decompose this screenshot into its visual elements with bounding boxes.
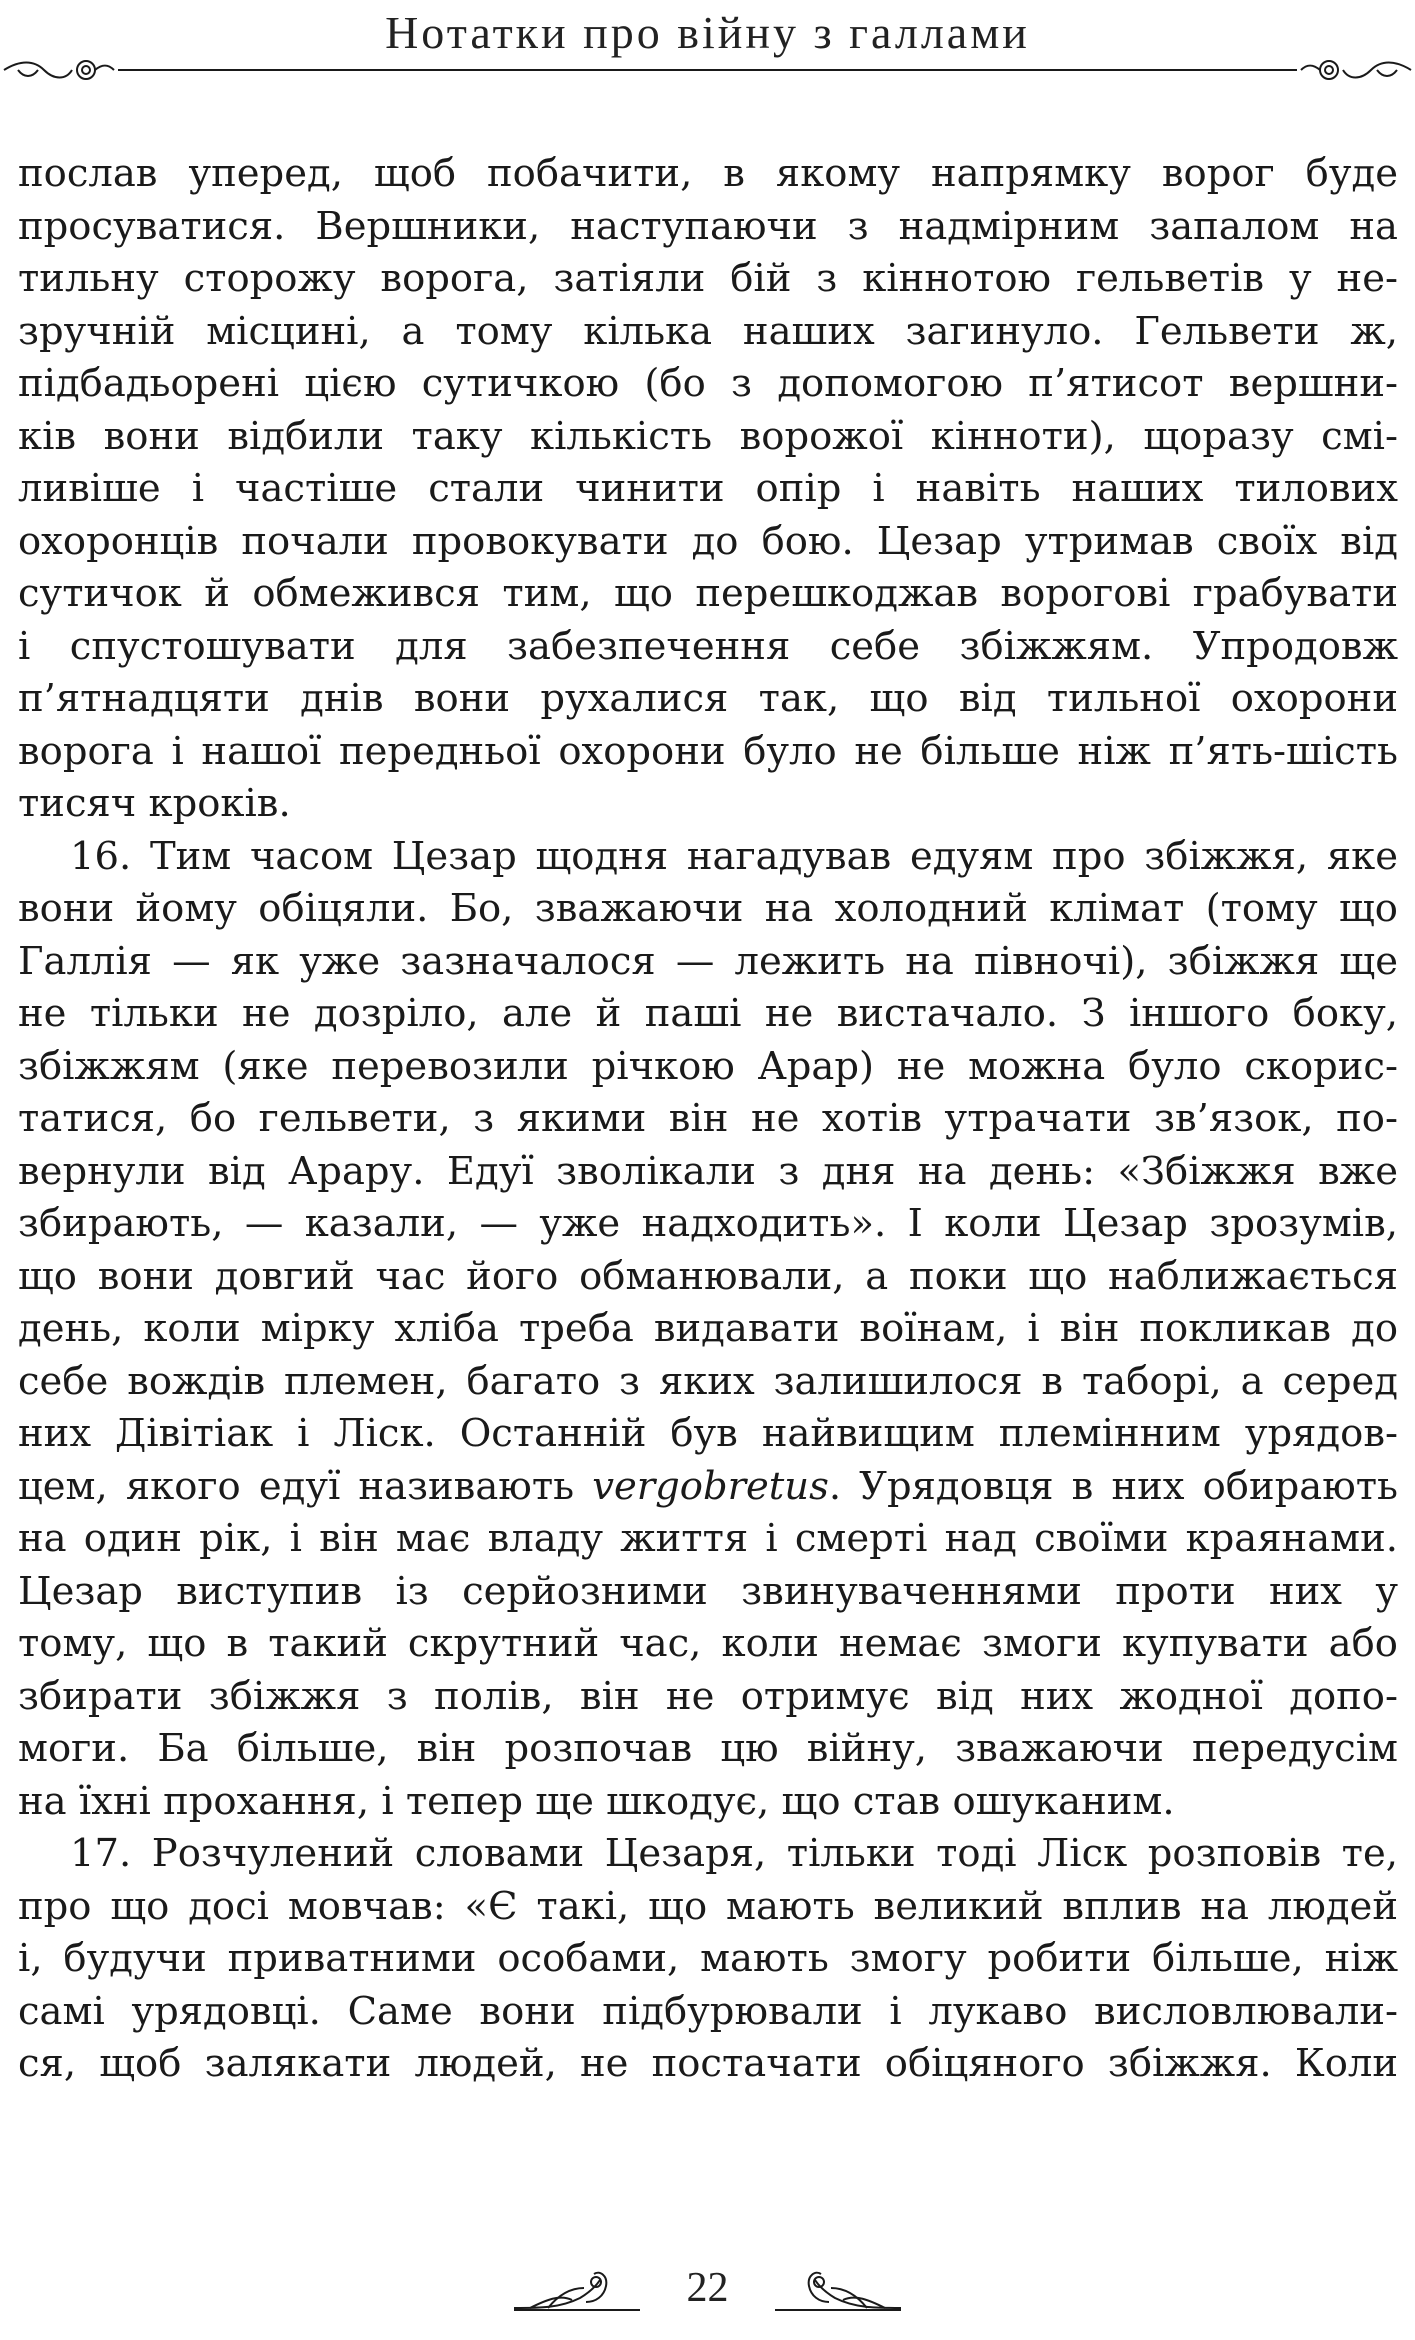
header-right-scroll-ornament-icon [1301, 61, 1411, 79]
text-run: вернули від Арару. Едуї зволікали з дня на день: «Збіжжя вже [18, 1148, 1398, 1194]
text-line [18, 1251, 1398, 1304]
text-run: вони йому обіцяли. Бо, зважаючи на холодний клімат (тому що [18, 886, 1398, 931]
page-number: 22 [686, 2265, 729, 2311]
text-run: збирати збіжжя з полів, він не отримує від них жодної допо- [18, 1673, 1398, 1719]
text-line [18, 516, 1398, 569]
text-run: 16. Тим часом Цезар щодня нагадував едуям про збіжжя, яке [70, 833, 1398, 879]
text-run: Цезар виступив із серйозними звинуваченнями проти них у [18, 1568, 1398, 1614]
text-line [18, 1723, 1398, 1776]
text-run: день, коли мірку хліба треба видавати воїнам, і він покликав до [18, 1306, 1398, 1351]
text-run: сутичок й обмежився тим, що перешкоджав ворогові грабувати [18, 571, 1398, 616]
text-run: що вони довгий час його обманювали, а поки що наближається [18, 1253, 1398, 1299]
text-line [18, 1093, 1398, 1146]
text-line [18, 1041, 1398, 1094]
text-run: і спустошувати для забезпечення себе збіжжям. Упродовж [18, 623, 1398, 669]
text-line [18, 831, 1398, 884]
text-run: зручній місцині, а тому кілька наших загинуло. Гельвети ж, [18, 308, 1398, 354]
text-run: . Урядовця в них обирають [828, 1463, 1398, 1509]
text-run: підбадьорені цією сутичкою (бо з допомогою п’ятисот вершни- [18, 361, 1398, 406]
header-rule [0, 56, 1415, 96]
text-line [18, 1828, 1398, 1881]
text-run: тому, що в такий скрутний час, коли немає змоги купувати або [18, 1621, 1398, 1666]
text-line [18, 1408, 1398, 1461]
text-run: збіжжям (яке перевозили річкою Арар) не можна було скорис- [18, 1043, 1398, 1089]
text-line [18, 1303, 1398, 1356]
text-line [18, 1933, 1398, 1986]
text-line [18, 1776, 1398, 1829]
text-line [18, 463, 1398, 516]
text-run: тисяч кроків. [18, 781, 291, 826]
text-line [18, 253, 1398, 306]
text-line [18, 1146, 1398, 1199]
text-line [18, 883, 1398, 936]
text-line [18, 936, 1398, 989]
text-line [18, 778, 1398, 831]
text-line [18, 358, 1398, 411]
text-run: Галлія — як уже зазначалося — лежить на півночі), збіжжя ще [18, 938, 1398, 984]
body-text [18, 148, 1398, 2091]
text-run: збирають, — казали, — уже надходить». І коли Цезар зрозумів, [18, 1201, 1398, 1246]
text-run: самі урядовці. Саме вони підбурювали і лукаво висловлювали- [18, 1988, 1398, 2034]
text-line [18, 148, 1398, 201]
text-run: на один рік, і він має владу життя і смерті над своїми краянами. [18, 1516, 1398, 1561]
text-line [18, 1566, 1398, 1619]
text-line [18, 673, 1398, 726]
text-line [18, 1881, 1398, 1934]
text-run: ся, щоб залякати людей, не постачати обіцяного збіжжя. Коли [18, 2041, 1398, 2086]
text-run: п’ятнадцяти днів вони рухалися так, що від тильної охорони [18, 676, 1398, 721]
text-run: цем, якого едуї називають [18, 1463, 593, 1509]
text-run: просуватися. Вершники, наступаючи з надмірним запалом на [18, 203, 1398, 249]
text-run: не тільки не дозріло, але й паші не вистачало. З іншого боку, [18, 991, 1398, 1036]
text-line [18, 201, 1398, 254]
text-line [18, 726, 1398, 779]
text-line [18, 411, 1398, 464]
text-run: себе вождів племен, багато з яких залишилося в таборі, а серед [18, 1358, 1398, 1404]
running-header [0, 0, 1415, 110]
text-run: послав уперед, щоб побачити, в якому напрямку ворог буде [18, 151, 1398, 196]
text-line [18, 1618, 1398, 1671]
text-run: них Дівітіак і Ліск. Останній був найвищим племінним урядов- [18, 1411, 1398, 1456]
text-run: про що досі мовчав: «Є такі, що мають великий вплив на людей [18, 1883, 1398, 1929]
text-run: ливіше і частіше стали чинити опір і навіть наших тилових [18, 466, 1398, 511]
header-left-scroll-ornament-icon [4, 61, 114, 79]
folio [0, 2258, 1415, 2328]
text-line [18, 568, 1398, 621]
text-run: татися, бо гельвети, з якими він не хотів утрачати зв’язок, по- [18, 1096, 1398, 1141]
text-run: і, будучи приватними особами, мають змогу робити більше, ніж [18, 1936, 1398, 1981]
text-line [18, 1461, 1398, 1514]
text-run: охоронців почали провокувати до бою. Цезар утримав своїх від [18, 518, 1398, 564]
text-run: ків вони відбили таку кількість ворожої кінноти), щоразу смі- [18, 413, 1398, 459]
text-line [18, 2038, 1398, 2091]
text-line [18, 988, 1398, 1041]
text-run: ворога і нашої передньої охорони було не більше ніж п’ять-шість [18, 728, 1398, 774]
text-line [18, 1986, 1398, 2039]
text-line [18, 1356, 1398, 1409]
text-line [18, 621, 1398, 674]
text-run: 17. Розчулений словами Цезаря, тільки тоді Ліск розповів те, [70, 1831, 1398, 1876]
text-run: на їхні прохання, і тепер ще шкодує, що став ошуканим. [18, 1778, 1175, 1824]
text-line [18, 1198, 1398, 1251]
text-line [18, 306, 1398, 359]
text-line [18, 1513, 1398, 1566]
italic-term: vergobretus [592, 1463, 829, 1509]
text-line [18, 1671, 1398, 1724]
text-run: тильну сторожу ворога, затіяли бій з кіннотою гельветів у не- [18, 256, 1398, 301]
text-run: моги. Ба більше, він розпочав цю війну, зважаючи передусім [18, 1726, 1398, 1771]
running-title: Нотатки про війну з галлами [385, 7, 1030, 58]
